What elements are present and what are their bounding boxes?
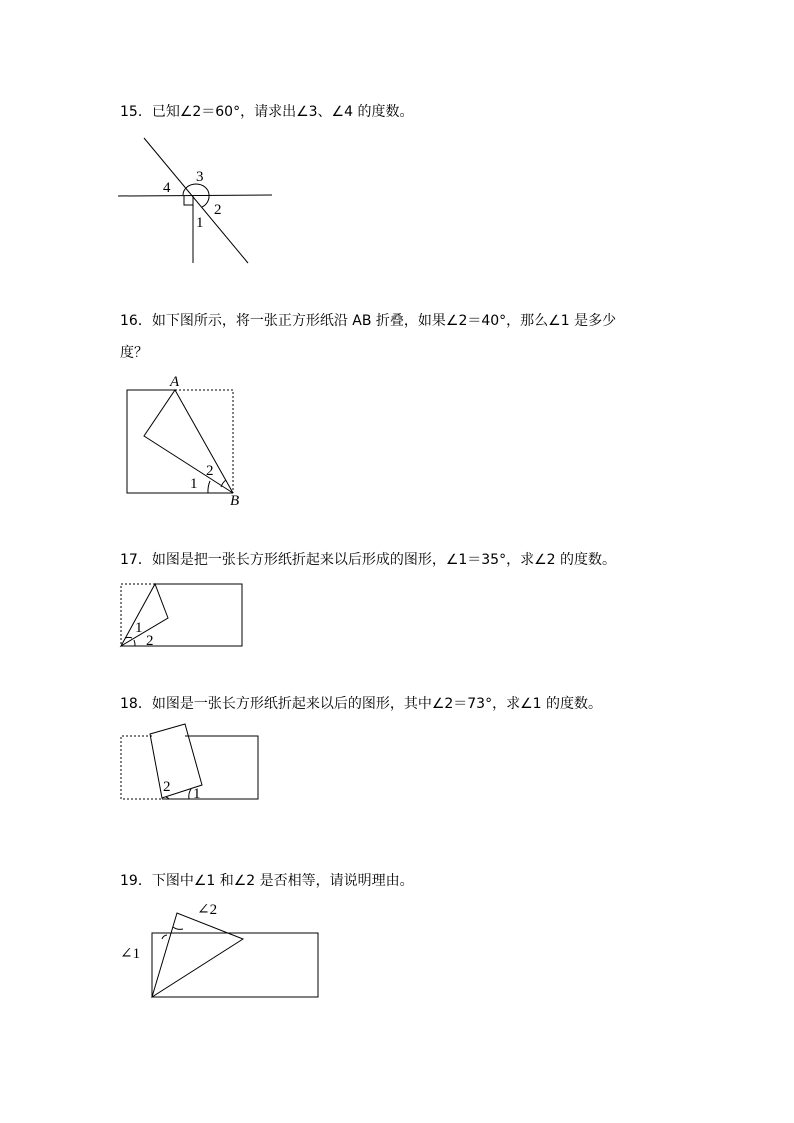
angle-1-label: 1 [135,620,143,636]
right-angle-mark [184,196,193,205]
angle-2-label: 2 [163,779,171,795]
rectangle [152,933,318,997]
question-16-line2: 度？ [120,345,148,361]
angle-1-arc [125,637,132,638]
horizontal-line [118,195,272,196]
diagonal-line [144,138,248,263]
angle-1-label: 1 [193,786,201,802]
angle-1-arc [208,481,210,493]
question-17-text: 17．如图是把一张长方形纸折起来以后形成的图形，∠1＝35°，求∠2 的度数。 [120,552,616,568]
question-19-text: 19．下图中∠1 和∠2 是否相等，请说明理由。 [120,873,414,889]
question-15-text: 15．已知∠2＝60°，请求出∠3、∠4 的度数。 [120,104,414,120]
rectangle-solid-edges [162,736,258,799]
vertex-b-label: B [230,493,240,509]
folded-flap [121,584,168,646]
question-19-figure [115,895,325,1005]
angle-2-label: 2 [206,463,214,479]
square-solid-edges [127,390,233,493]
question-17-figure [115,578,250,653]
question-15-figure [110,130,290,270]
angle-3-label: 3 [196,169,204,185]
angle-1-arc [189,789,191,799]
question-16-figure [115,370,255,510]
angle-2-arc [202,195,209,207]
angle-2-label: 2 [146,633,154,649]
angle-1-arc [162,935,167,939]
folded-triangle [144,390,233,493]
rectangle-solid-edges [121,584,242,646]
vertex-a-label: A [170,374,180,390]
angle-1-label: 1 [190,476,198,492]
angle-2-label: 2 [214,202,222,218]
angle-4-label: 4 [163,180,171,196]
question-18-text: 18．如图是一张长方形纸折起来以后的图形，其中∠2＝73°，求∠1 的度数。 [120,696,602,712]
angle-2-arc [173,927,183,929]
angle-1-label: 1 [196,215,204,231]
angle-2-arc [221,480,226,487]
question-16-line1: 16．如下图所示，将一张正方形纸沿 AB 折叠，如果∠2＝40°，那么∠1 是多少 [120,313,617,329]
angle-2-label: ∠2 [197,902,218,918]
folded-triangle [152,913,243,997]
question-18-figure [115,716,265,806]
angle-1-label: ∠1 [120,946,141,962]
angle-2-arc [134,640,135,646]
